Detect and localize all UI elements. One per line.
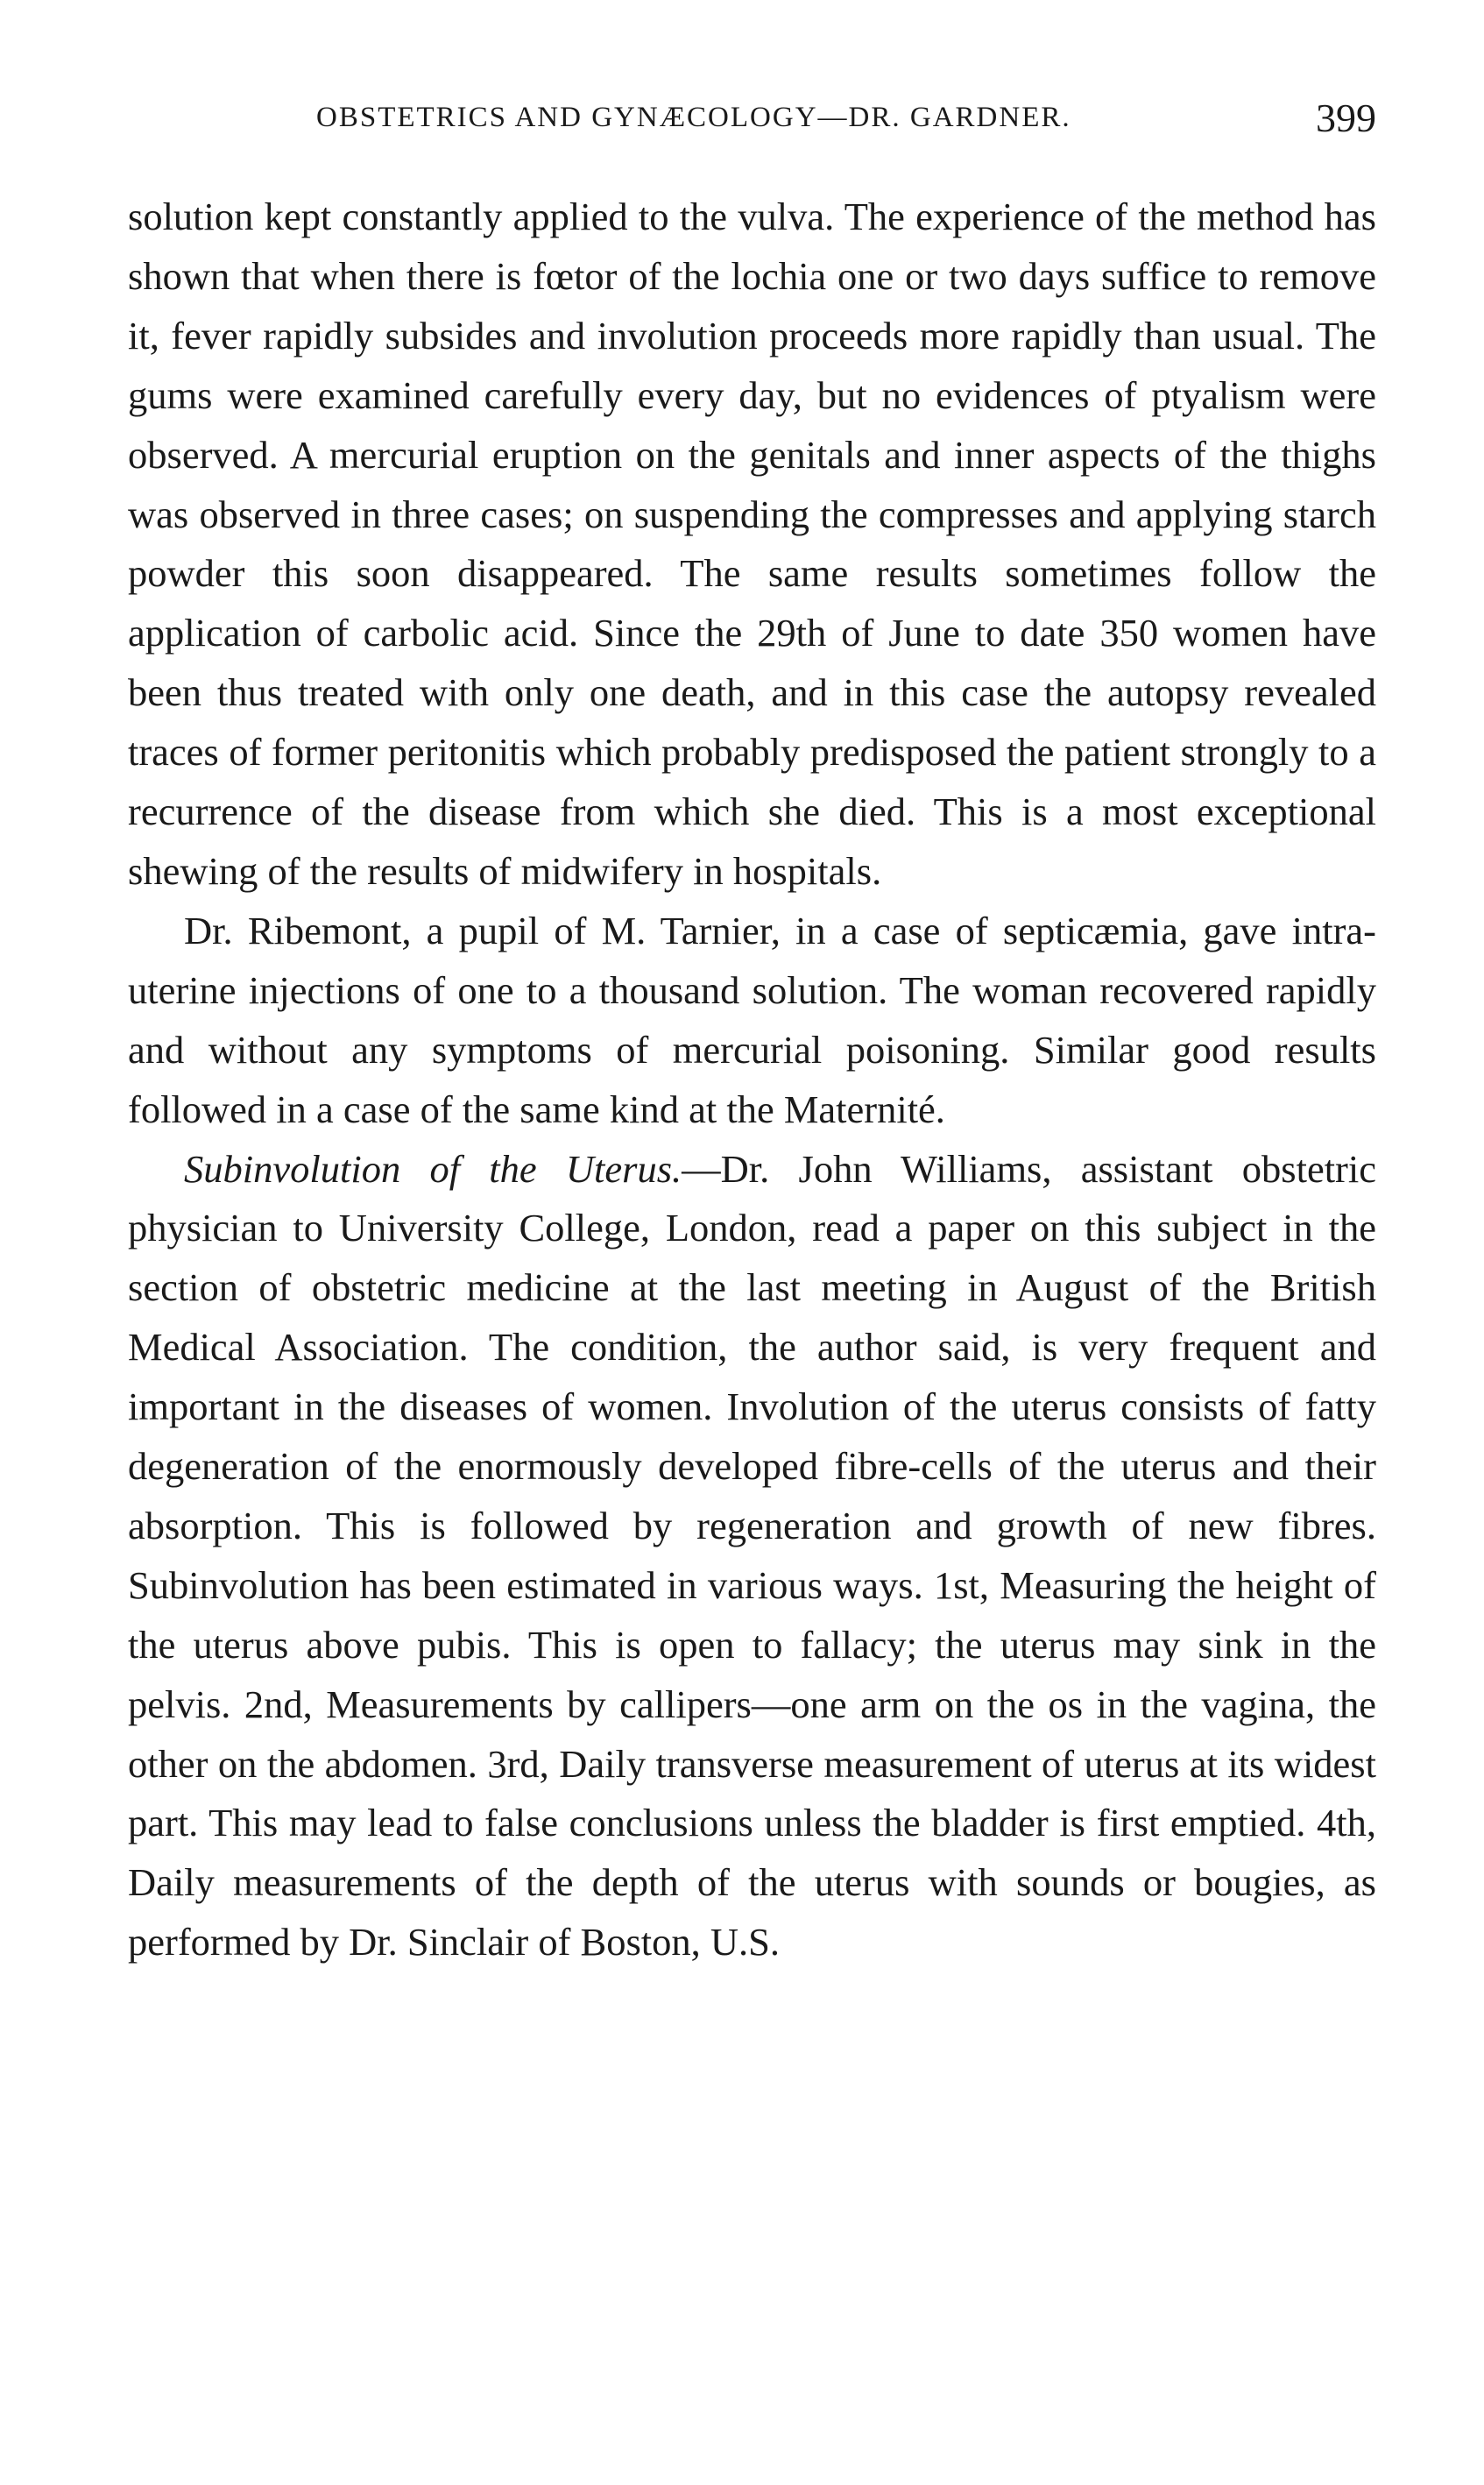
body-text	[128, 188, 1376, 1972]
paragraph-continuation	[128, 188, 1376, 902]
paragraph-text: solution kept constantly applied to the vulva. The experience of the method has shown that when there is fœtor of the lochia one or two days suffice to remove it, fever rapidly subsides and involution proceeds more rapidly than usual. The gums were examined carefully every day, but no evidences of ptyalism were observed. A mercurial eruption on the genitals and inner aspects of the thighs was observed in three cases; on suspending the compresses and applying starch powder this soon disappeared. The same results sometimes follow the application of carbolic acid. Since the 29th of June to date 350 women have been thus treated with only one death, and in this case the autopsy revealed traces of former peritonitis which probably predisposed the patient strongly to a recurrence of the disease from which she died. This is a most exceptional shewing of the results of midwifery in hospitals.	[128, 195, 1376, 893]
paragraph-text: —Dr. John Williams, assistant obstetric physician to University College, London, read a paper on this subject in the section of obstetric medicine at the last meeting in August of the British Medical Association. The condition, the author said, is very frequent and important in the diseases of women. Involution of the uterus consists of fatty degeneration of the enormously developed fibre-cells of the uterus and their absorption. This is followed by regeneration and growth of new fibres. Subinvolution has been estimated in various ways. 1st, Measuring the height of the uterus above pubis. This is open to fallacy; the uterus may sink in the pelvis. 2nd, Measurements by callipers—one arm on the os in the vagina, the other on the abdomen. 3rd, Daily transverse measurement of uterus at its widest part. This may lead to false conclusions unless the bladder is first emptied. 4th, Daily measurements of the depth of the uterus with sounds or bougies, as performed by Dr. Sinclair of Boston, U.S.	[128, 1146, 1376, 1965]
paragraph-text: Dr. Ribemont, a pupil of M. Tarnier, in a case of septicæmia, gave intra-uterine injections of one to a thousand solution. The woman recovered rapidly and without any symptoms of mercurial poisoning. Similar good results followed in a case of the same kind at the Maternité.	[128, 908, 1376, 1131]
page-number: 399	[1316, 96, 1376, 140]
document-page	[128, 88, 1376, 1972]
paragraph-ribemont	[128, 902, 1376, 1140]
running-title: OBSTETRICS AND GYNÆCOLOGY—DR. GARDNER.	[316, 102, 1071, 133]
section-heading: Subinvolution of the Uterus.	[184, 1146, 682, 1191]
paragraph-subinvolution	[128, 1140, 1376, 1973]
running-head	[128, 88, 1376, 158]
